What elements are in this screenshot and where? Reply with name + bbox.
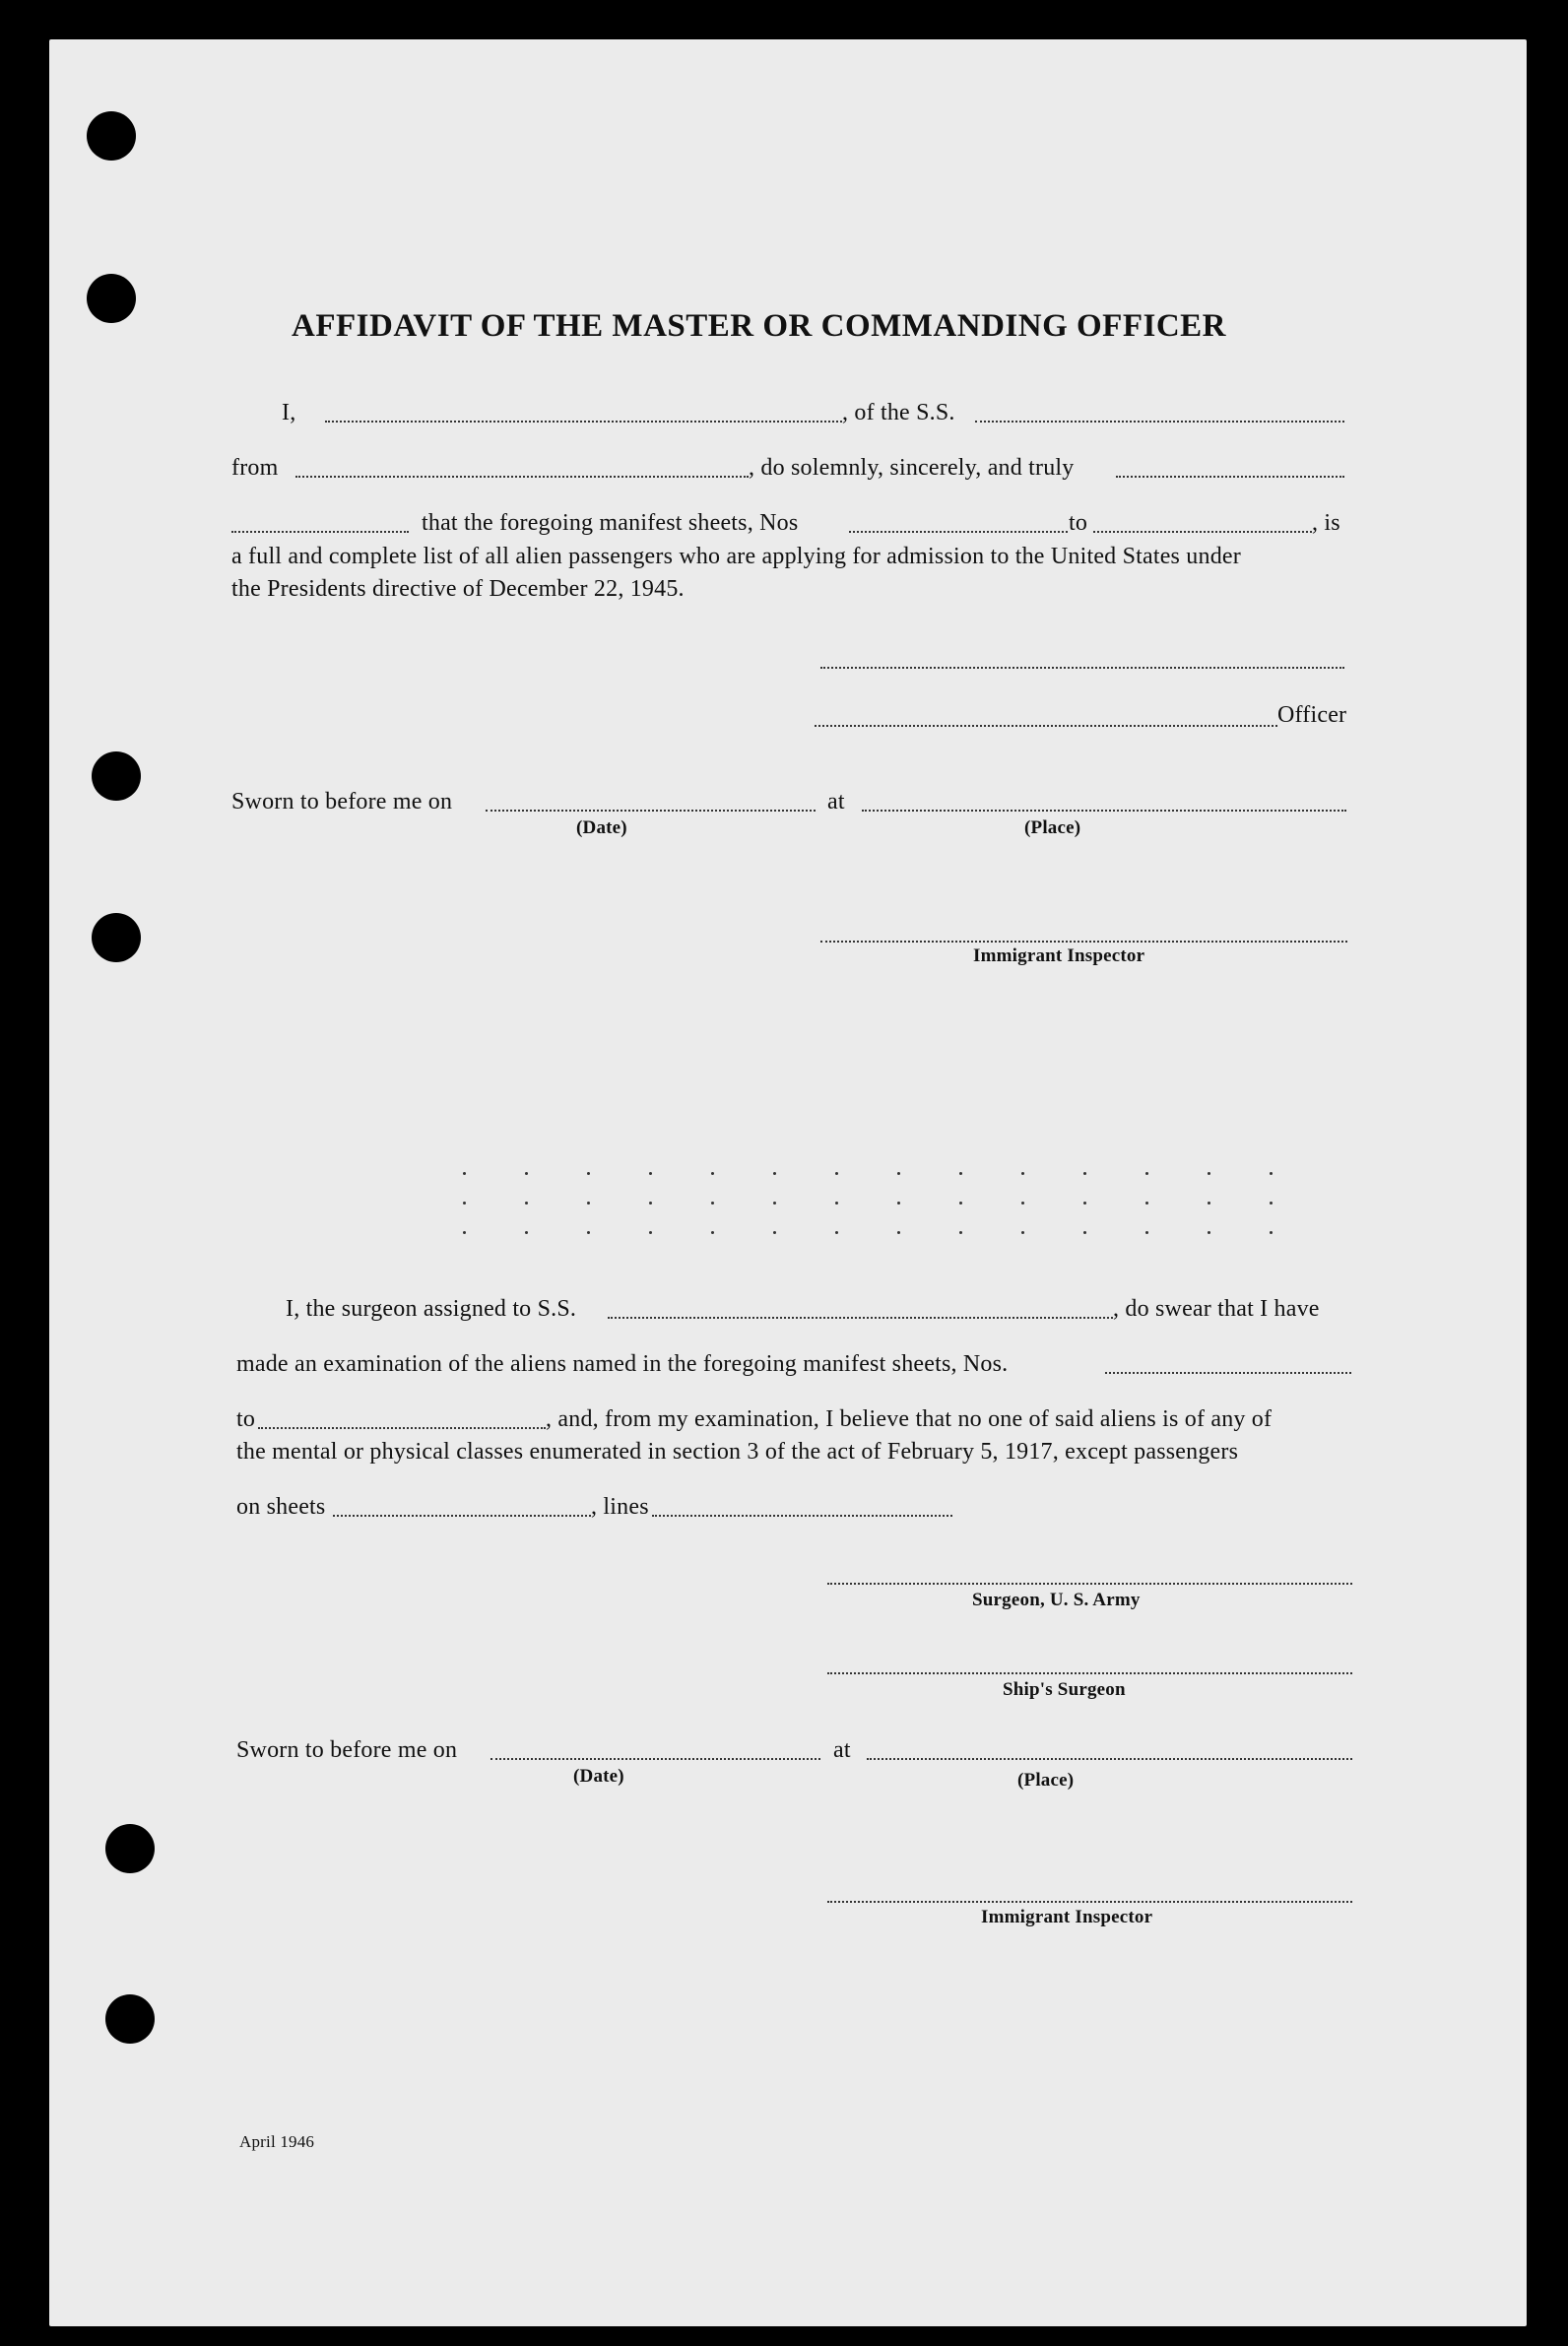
is-label: , is	[1312, 510, 1340, 536]
lines-label: , lines	[591, 1494, 649, 1520]
at-label: at	[827, 789, 845, 815]
from-label: from	[231, 455, 279, 481]
master-name-field[interactable]	[325, 421, 842, 423]
surgeon-inspector-signature-field[interactable]	[827, 1901, 1352, 1903]
oath-field[interactable]	[1116, 476, 1344, 478]
surgeon-nos-field[interactable]	[1105, 1372, 1351, 1374]
to-label: to	[1069, 510, 1088, 536]
punch-hole	[92, 751, 141, 801]
sworn-label: Sworn to before me on	[231, 789, 453, 815]
nos-to-field[interactable]	[1093, 531, 1312, 533]
punch-hole	[105, 1824, 155, 1873]
surgeon-line2: made an examination of the aliens named in the foregoing manifest sheets, Nos.	[236, 1351, 1009, 1377]
surgeon-line3-b: , and, from my examination, I believe that no one of said aliens is of any of	[546, 1406, 1273, 1432]
i-label: I,	[282, 400, 296, 425]
ships-surgeon-caption: Ship's Surgeon	[1003, 1679, 1126, 1700]
oath-field-cont[interactable]	[231, 531, 409, 533]
surgeon-ship-field[interactable]	[608, 1317, 1113, 1319]
ship-name-field[interactable]	[975, 421, 1344, 423]
ships-surgeon-signature-field[interactable]	[827, 1672, 1352, 1674]
master-line2: a full and complete list of all alien passengers who are applying for admission to the United States under	[231, 544, 1241, 569]
on-sheets-label: on sheets	[236, 1494, 326, 1520]
officer-field[interactable]	[815, 725, 1277, 727]
inspector-caption: Immigrant Inspector	[973, 945, 1145, 966]
surgeon-sworn-label: Sworn to before me on	[236, 1737, 458, 1763]
form-page	[49, 39, 1527, 2326]
punch-hole	[105, 1994, 155, 2044]
surgeon-place-caption: (Place)	[1017, 1770, 1075, 1791]
inspector-signature-field[interactable]	[820, 941, 1347, 943]
officer-label: Officer	[1277, 702, 1347, 728]
signature-field[interactable]	[820, 667, 1344, 669]
punch-hole	[87, 274, 136, 323]
sworn-place-field[interactable]	[862, 810, 1346, 812]
surgeon-sworn-date-field[interactable]	[490, 1758, 820, 1760]
surgeon-inspector-caption: Immigrant Inspector	[981, 1907, 1153, 1927]
form-date-footer: April 1946	[239, 2132, 315, 2151]
master-line3: the Presidents directive of December 22, 1945.	[231, 576, 685, 602]
foregoing-label: that the foregoing manifest sheets, Nos	[422, 510, 799, 536]
surgeon-to-label: to	[236, 1406, 256, 1432]
surgeon-sworn-place-field[interactable]	[867, 1758, 1352, 1760]
nos-from-field[interactable]	[849, 531, 1068, 533]
date-caption: (Date)	[576, 817, 627, 838]
punch-hole	[87, 111, 136, 161]
of-ss-label: , of the S.S.	[842, 400, 955, 425]
from-field[interactable]	[295, 476, 749, 478]
lines-field[interactable]	[652, 1515, 952, 1517]
army-surgeon-caption: Surgeon, U. S. Army	[972, 1590, 1141, 1610]
army-surgeon-signature-field[interactable]	[827, 1583, 1352, 1585]
sheets-field[interactable]	[333, 1515, 591, 1517]
place-caption: (Place)	[1024, 817, 1081, 838]
surgeon-to-field[interactable]	[258, 1427, 546, 1429]
solemnly-label: , do solemnly, sincerely, and truly	[749, 455, 1075, 481]
form-title: AFFIDAVIT OF THE MASTER OR COMMANDING OFFICER	[292, 308, 1226, 344]
surgeon-at-label: at	[833, 1737, 851, 1763]
surgeon-line1-a: I, the surgeon assigned to S.S.	[286, 1296, 577, 1322]
sworn-date-field[interactable]	[486, 810, 816, 812]
punch-hole	[92, 913, 141, 962]
surgeon-line4: the mental or physical classes enumerated in section 3 of the act of February 5, 1917, except passengers	[236, 1439, 1239, 1465]
surgeon-line1-b: , do swear that I have	[1113, 1296, 1320, 1322]
surgeon-date-caption: (Date)	[573, 1766, 624, 1787]
